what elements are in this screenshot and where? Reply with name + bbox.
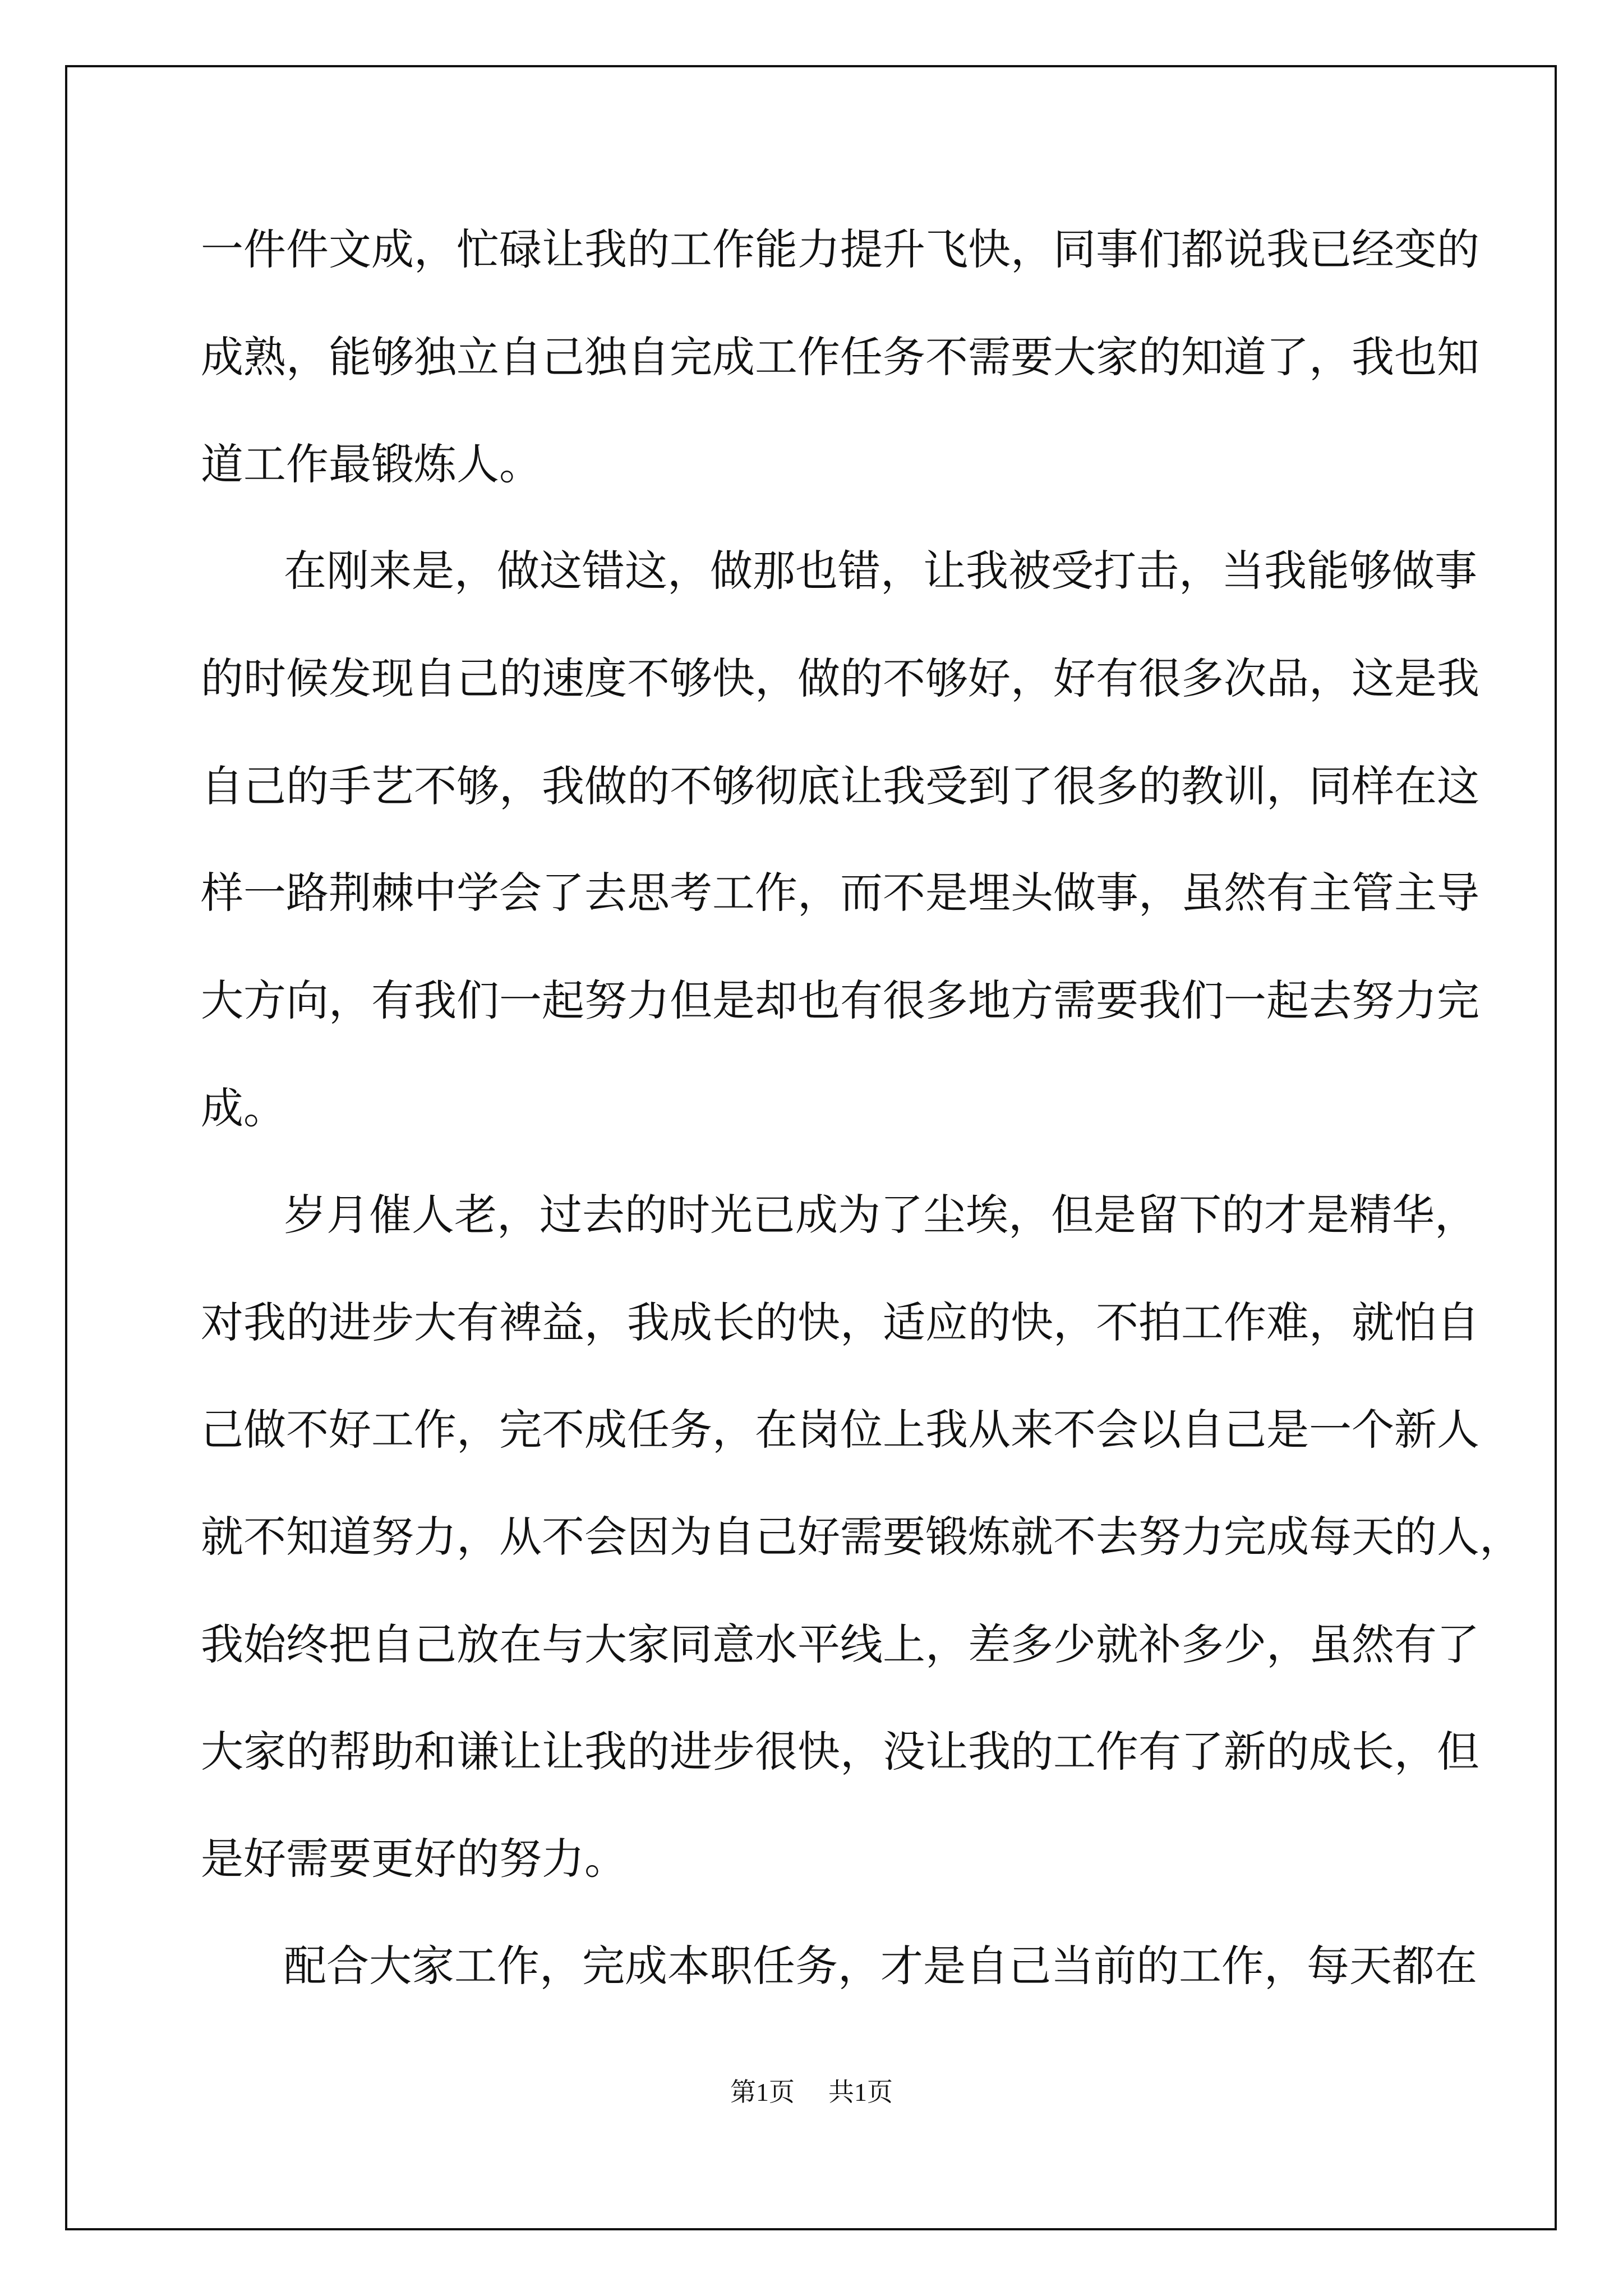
text-line: 成。 xyxy=(201,1083,286,1133)
text-line: 的时候发现自己的速度不够快，做的不够好，好有很多次品，这是我 xyxy=(201,654,1479,703)
text-line: 在刚来是，做这错这，做那也错，让我被受打击，当我能够做事 xyxy=(284,546,1477,596)
text-line: 配合大家工作，完成本职任务，才是自己当前的工作，每天都在 xyxy=(284,1941,1477,1991)
text-line: 成熟，能够独立自己独自完成工作任务不需要大家的知道了，我也知 xyxy=(201,332,1479,382)
text-line: 己做不好工作，完不成任务，在岗位上我从来不会以自己是一个新人 xyxy=(201,1405,1479,1455)
text-line: 对我的进步大有裨益，我成长的快，适应的快，不拍工作难，就怕自 xyxy=(201,1297,1479,1347)
text-line: 就不知道努力，从不会因为自己好需要锻炼就不去努力完成每天的人， xyxy=(201,1512,1522,1562)
text-line: 道工作最锻炼人。 xyxy=(201,439,542,489)
text-line: 样一路荆棘中学会了去思考工作，而不是埋头做事，虽然有主管主导 xyxy=(201,868,1479,918)
text-line: 自己的手艺不够，我做的不够彻底让我受到了很多的教训，同样在这 xyxy=(201,761,1479,811)
page-footer xyxy=(0,2076,1623,2109)
text-line: 大方向，有我们一起努力但是却也有很多地方需要我们一起去努力完 xyxy=(201,976,1479,1025)
page-number-current: 第1页 xyxy=(730,2078,795,2106)
text-line: 大家的帮助和谦让让我的进步很快，没让我的工作有了新的成长，但 xyxy=(201,1727,1479,1777)
text-line: 一件件文成，忙碌让我的工作能力提升飞快，同事们都说我已经变的 xyxy=(201,224,1479,274)
text-line: 岁月催人老，过去的时光已成为了尘埃，但是留下的才是精华， xyxy=(284,1190,1477,1240)
text-line: 是好需要更好的努力。 xyxy=(201,1834,627,1884)
text-line: 我始终把自己放在与大家同意水平线上，差多少就补多少，虽然有了 xyxy=(201,1619,1479,1669)
page-border xyxy=(65,65,1557,2230)
page-number-total: 共1页 xyxy=(828,2078,893,2106)
